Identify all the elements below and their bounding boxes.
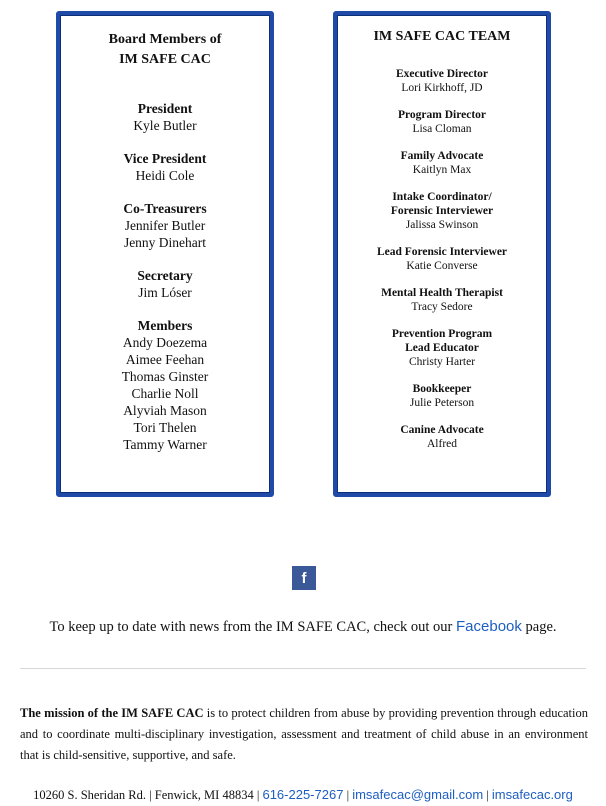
team-group bbox=[337, 149, 547, 177]
board-role: Vice President bbox=[123, 151, 207, 166]
footer-address: 10260 S. Sheridan Rd. | Fenwick, MI 48834 | bbox=[33, 788, 263, 802]
team-group bbox=[337, 286, 547, 314]
team-role: Intake Coordinator/ bbox=[392, 191, 492, 203]
board-groups bbox=[60, 100, 270, 453]
team-role: Family Advocate bbox=[400, 150, 484, 162]
team-group bbox=[337, 382, 547, 410]
board-group bbox=[60, 317, 270, 453]
team-role: Mental Health Therapist bbox=[381, 287, 503, 299]
team-group bbox=[337, 190, 547, 232]
facebook-link[interactable] bbox=[292, 566, 316, 590]
board-member-name: Andy Doezema bbox=[122, 335, 208, 350]
team-member-name: Christy Harter bbox=[408, 356, 476, 368]
mission-lead: The mission of the IM SAFE CAC bbox=[20, 706, 204, 720]
team-group bbox=[337, 245, 547, 273]
team-role: Prevention Program bbox=[391, 328, 493, 340]
divider bbox=[20, 668, 586, 669]
mission-statement bbox=[20, 703, 588, 766]
facebook-text-link[interactable]: Facebook bbox=[456, 618, 522, 635]
team-group bbox=[337, 108, 547, 136]
email-link[interactable]: imsafecac@gmail.com bbox=[352, 787, 484, 802]
team-member-name: Lori Kirkhoff, JD bbox=[401, 82, 483, 94]
team-role: Program Director bbox=[397, 109, 487, 121]
team-role: Canine Advocate bbox=[400, 424, 484, 436]
mission-text: is to protect children from abuse by providing prevention through education and to coordinate multi-disciplinary investigation, assessment and treatment of child abuse in an environment that is child-sensitive, supportive, and safe. bbox=[20, 706, 588, 762]
footer-contact bbox=[0, 787, 606, 803]
team-member-name: Kaitlyn Max bbox=[412, 164, 472, 176]
board-member-name: Heidi Cole bbox=[135, 168, 195, 183]
team-member-name: Alfred bbox=[426, 438, 457, 450]
team-member-name: Jalissa Swinson bbox=[405, 219, 479, 231]
team-role: Forensic Interviewer bbox=[390, 205, 494, 217]
team-role: Lead Forensic Interviewer bbox=[376, 246, 508, 258]
board-role: President bbox=[137, 101, 193, 116]
board-member-name: Jenny Dinehart bbox=[123, 235, 207, 250]
footer-separator: | bbox=[343, 788, 353, 802]
team-group bbox=[337, 327, 547, 369]
team-role: Executive Director bbox=[395, 68, 489, 80]
board-member-name: Thomas Ginster bbox=[121, 369, 209, 384]
board-member-name: Kyle Butler bbox=[133, 118, 197, 133]
board-members-box bbox=[56, 11, 274, 497]
team-role: Lead Educator bbox=[405, 342, 479, 354]
board-title-line1: Board Members of bbox=[108, 32, 222, 47]
board-group bbox=[60, 267, 270, 301]
team-member-name: Lisa Cloman bbox=[412, 123, 472, 135]
update-suffix: page. bbox=[521, 619, 557, 635]
phone-link[interactable]: 616-225-7267 bbox=[262, 787, 344, 802]
board-role: Co-Treasurers bbox=[123, 201, 207, 216]
facebook-update-text bbox=[0, 618, 606, 636]
team-member-name: Julie Peterson bbox=[409, 397, 475, 409]
footer-separator: | bbox=[483, 788, 492, 802]
team-role: Bookkeeper bbox=[412, 383, 472, 395]
board-member-name: Tori Thelen bbox=[133, 420, 197, 435]
facebook-icon[interactable]: f bbox=[292, 566, 316, 590]
board-role: Secretary bbox=[137, 268, 193, 283]
board-group bbox=[60, 150, 270, 184]
board-member-name: Tammy Warner bbox=[123, 437, 207, 452]
board-member-name: Aimee Feehan bbox=[125, 352, 205, 367]
team-groups bbox=[337, 67, 547, 451]
board-member-name: Jennifer Butler bbox=[124, 218, 206, 233]
team-member-name: Tracy Sedore bbox=[411, 301, 473, 313]
board-role: Members bbox=[137, 318, 193, 333]
team-member-name: Katie Converse bbox=[406, 260, 478, 272]
board-member-name: Charlie Noll bbox=[131, 386, 199, 401]
board-member-name: Alyviah Mason bbox=[123, 403, 207, 418]
team-title: IM SAFE CAC TEAM bbox=[373, 29, 511, 44]
board-member-name: Jim Lóser bbox=[138, 285, 192, 300]
team-group bbox=[337, 423, 547, 451]
board-group bbox=[60, 100, 270, 134]
board-title-line2: IM SAFE CAC bbox=[119, 52, 211, 67]
board-title bbox=[60, 30, 270, 70]
update-prefix: To keep up to date with news from the IM SAFE CAC, check out our bbox=[49, 619, 457, 635]
board-group bbox=[60, 200, 270, 251]
team-group bbox=[337, 67, 547, 95]
team-box bbox=[333, 11, 551, 497]
website-link[interactable]: imsafecac.org bbox=[491, 787, 573, 802]
